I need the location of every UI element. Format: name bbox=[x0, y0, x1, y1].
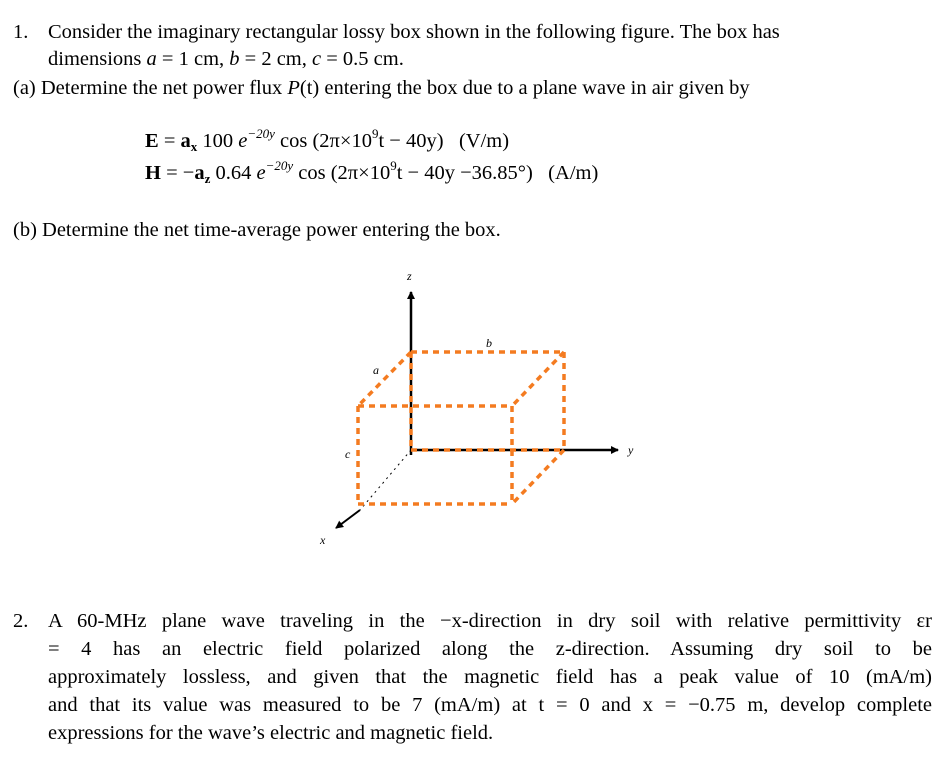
axis-x-label: x bbox=[320, 533, 326, 547]
part-a-question: (a) Determine the net power flux P(t) entering the box due to a plane wave in air given by bbox=[13, 77, 750, 99]
problem-2-number: 2. bbox=[13, 610, 29, 632]
problem-1-number: 1. bbox=[13, 21, 29, 43]
dimension-c-label: c bbox=[345, 447, 351, 461]
part-b-question: (b) Determine the net time-average power entering the box. bbox=[13, 219, 501, 241]
problem-2-line-1: A 60-MHz plane wave traveling in the −x-direction in dry soil with relative permittivity εr bbox=[48, 610, 932, 632]
problem-2-line-4: and that its value was measured to be 7 (mA/m) at t = 0 and x = −0.75 m, develop complete bbox=[48, 694, 932, 716]
x-axis-dotted bbox=[360, 450, 411, 510]
lossy-box-figure bbox=[300, 260, 660, 560]
axis-y-label: y bbox=[628, 443, 634, 457]
problem-1-line-2: dimensions a = 1 cm, b = 2 cm, c = 0.5 cm. bbox=[48, 48, 404, 70]
dimension-b-label: b bbox=[486, 336, 492, 350]
problem-2-line-3: approximately lossless, and given that the magnetic field has a peak value of 10 (mA/m) bbox=[48, 666, 932, 688]
axis-z-label: z bbox=[407, 269, 412, 283]
problem-1-line-1: Consider the imaginary rectangular lossy box shown in the following figure. The box has bbox=[48, 21, 780, 43]
dimension-a-label: a bbox=[373, 363, 379, 377]
problem-2-line-5: expressions for the wave’s electric and magnetic field. bbox=[48, 722, 494, 744]
x-axis bbox=[336, 510, 360, 528]
magnetic-field-equation: H = −az 0.64 $e^{-20y}$ $\cos (2\pi\times 10^9t - 40y -36.85^\circ)$ (A/m) bbox=[145, 158, 599, 186]
box-edges bbox=[358, 352, 564, 504]
electric-field-equation: E = ax 100 $e^{-20y}$ $\cos (2\pi\times 10^9t - 40y)$ (V/m) bbox=[145, 126, 510, 154]
problem-2-line-2: = 4 has an electric field polarized along the z-direction. Assuming dry soil to be bbox=[48, 638, 932, 660]
